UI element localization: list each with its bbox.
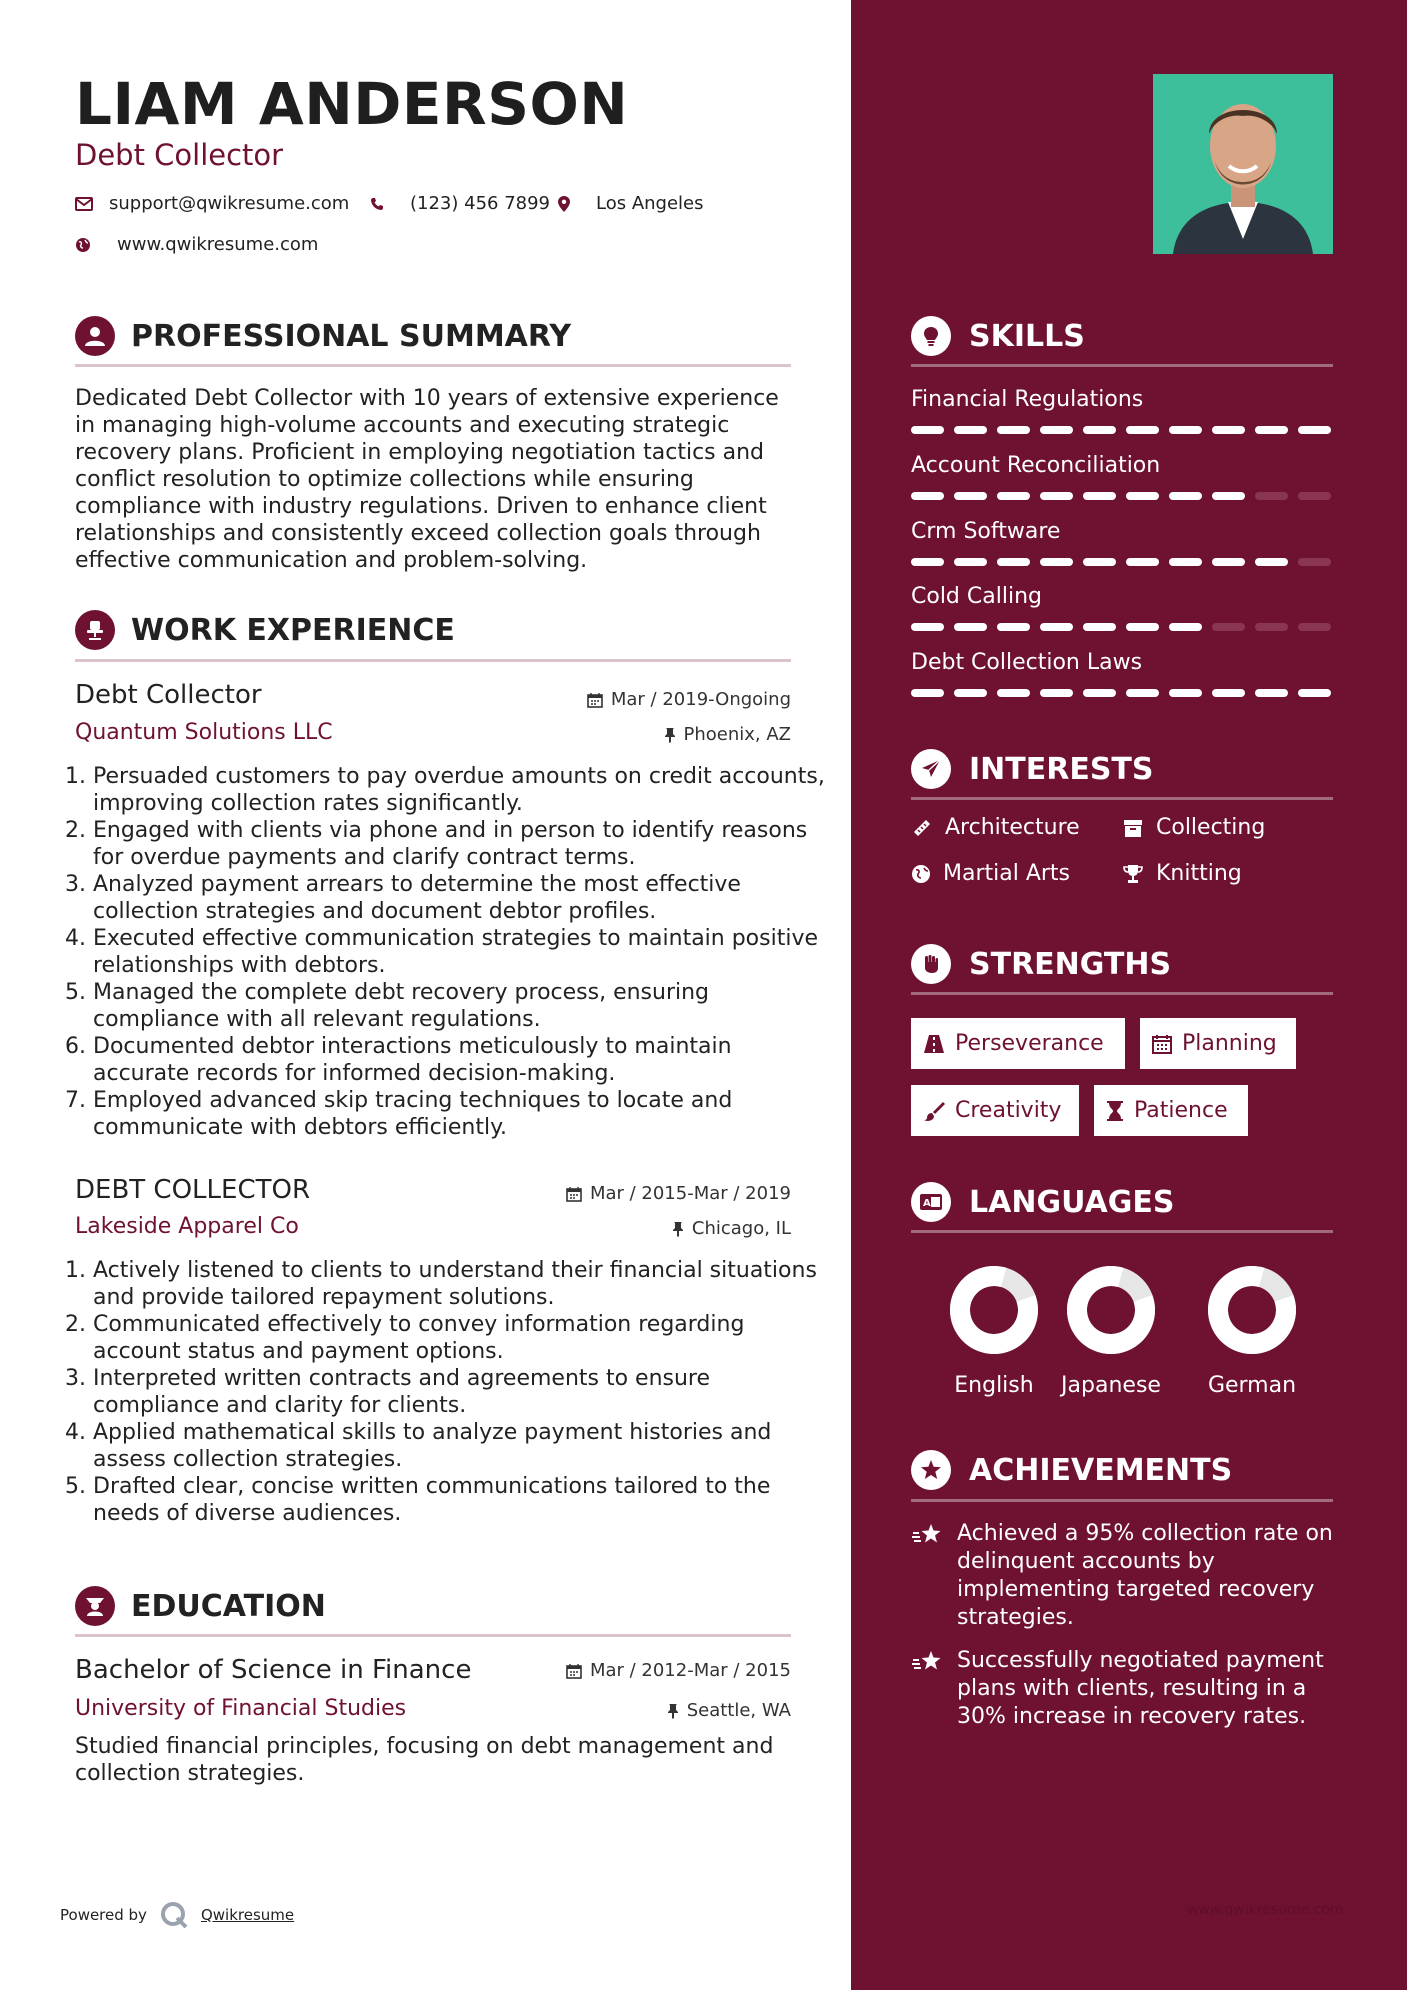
language-label: German [1207,1373,1297,1398]
languages-section-header [911,1182,1174,1222]
language-proficiency-ring [1207,1265,1297,1355]
language-item [1182,1265,1322,1398]
skill-dash [997,492,1030,500]
skill-dash [1212,426,1245,434]
skill-dash [1083,492,1116,500]
language-proficiency-ring [949,1265,1039,1355]
paintbrush-icon [923,1100,945,1122]
job-dates: Mar / 2015-Mar / 2019 [500,1183,791,1204]
language-item [1041,1265,1181,1398]
achievement-item: Successfully negotiated payment plans with clients, resulting in a 30% increase in recovery rates. [911,1647,1342,1731]
skill-dash [1126,426,1159,434]
interest-item: Collecting [1122,815,1265,840]
education-description: Studied financial principles, focusing on debt management and collection strategies. [75,1734,774,1786]
skill-dash [911,492,944,500]
experience-section-header [75,610,455,650]
achievements-section-header [911,1450,1232,1490]
skill-dash [1212,689,1245,697]
skill-dash [1040,623,1073,631]
job-title: Debt Collector [75,680,262,710]
language-label: English [954,1373,1034,1398]
skill-dash [1169,623,1202,631]
map-pin-icon [558,196,570,212]
language-label: Japanese [1061,1373,1161,1398]
skill-label: Cold Calling [911,584,1042,609]
list-item: 1. Persuaded customers to pay overdue amounts on credit accounts, improving collection rates significantly. [93,763,828,817]
contact-website[interactable] [75,234,318,255]
skill-dash [954,492,987,500]
skill-dash [911,689,944,697]
skill-dash [1255,689,1288,697]
skill-dash [1040,558,1073,566]
skill-dash [911,623,944,631]
website-text: www.qwikresume.com [117,234,319,255]
globe-icon [911,864,931,884]
hourglass-icon [1106,1100,1124,1122]
candidate-name: LIAM ANDERSON [75,70,629,138]
language-proficiency-ring [1066,1265,1156,1355]
skill-dash [997,426,1030,434]
skill-dash [954,426,987,434]
company-name: Lakeside Apparel Co [75,1214,299,1239]
strength-chip: Planning [1140,1018,1296,1069]
summary-title: PROFESSIONAL SUMMARY [131,318,572,354]
summary-section-header [75,316,571,356]
list-item: 3. Interpreted written contracts and agreements to ensure compliance and clarity for clients. [93,1365,828,1419]
skill-dash [1298,689,1331,697]
skill-dash [1255,623,1288,631]
skill-label: Debt Collection Laws [911,650,1143,675]
job-bullets [65,763,828,1141]
list-item: 2. Communicated effectively to convey information regarding account status and payment options. [93,1311,828,1365]
qwikresume-logo-icon [159,1900,189,1930]
skills-section-header [911,316,1085,356]
skill-dash [1126,492,1159,500]
skill-label: Financial Regulations [911,387,1144,412]
skill-dash [1212,492,1245,500]
skill-dash [1040,426,1073,434]
degree-title: Bachelor of Science in Finance [75,1655,472,1685]
summary-divider [75,364,791,367]
list-item: 4. Applied mathematical skills to analyze payment histories and assess collection strategies. [93,1419,828,1473]
footer-site: www.qwikresume.com [1187,1902,1344,1918]
contact-phone[interactable] [370,193,550,214]
education-section-header [75,1586,326,1626]
education-dates: Mar / 2012-Mar / 2015 [500,1660,791,1681]
skill-dash [911,426,944,434]
skill-dash [1212,558,1245,566]
skill-dash [1169,426,1202,434]
globe-icon [75,237,91,253]
skill-dash [997,623,1030,631]
achievements-divider [911,1499,1333,1502]
skill-dash [1126,558,1159,566]
skill-dash [1126,689,1159,697]
skill-dash [1083,623,1116,631]
trophy-icon [1122,863,1144,885]
skill-rating [911,558,1331,566]
envelope-icon [75,197,93,211]
skill-dash [1083,558,1116,566]
list-item: 4. Executed effective communication strategies to maintain positive relationships with debtors. [93,925,828,979]
list-item: 7. Employed advanced skip tracing techniques to locate and communicate with debtors efficiently. [93,1087,828,1141]
email-text: support@qwikresume.com [109,193,350,214]
skill-dash [1083,689,1116,697]
lightbulb-icon [911,316,951,356]
svg-text:A: A [923,1198,931,1209]
skill-dash [1212,623,1245,631]
candidate-role: Debt Collector [75,138,284,172]
ruler-pencil-icon [911,817,933,839]
skill-dash [1255,492,1288,500]
contact-location [558,193,704,214]
skill-dash [1083,426,1116,434]
education-location: Seattle, WA [500,1700,791,1721]
contact-email[interactable] [75,193,349,214]
skill-dash [1040,492,1073,500]
interests-section-header [911,749,1154,789]
powered-by-label: Powered by [60,1906,147,1924]
calendar-icon [566,1186,582,1202]
job-title: DEBT COLLECTOR [75,1175,311,1205]
strengths-title: STRENGTHS [969,946,1172,982]
raised-fist-icon [911,944,951,984]
job-location: Chicago, IL [500,1218,791,1239]
pushpin-icon [672,1221,684,1237]
company-name: Quantum Solutions LLC [75,720,333,745]
skill-dash [1298,492,1331,500]
pushpin-icon [664,727,676,743]
shooting-star-icon [911,1522,943,1548]
skill-dash [997,689,1030,697]
skill-rating [911,426,1331,434]
archive-box-icon [1122,817,1144,839]
education-divider [75,1634,791,1637]
phone-icon [370,197,384,211]
education-title: EDUCATION [131,1588,326,1624]
skill-label: Account Reconciliation [911,453,1161,478]
skill-dash [1298,623,1331,631]
languages-divider [911,1230,1333,1233]
job-location: Phoenix, AZ [500,724,791,745]
skill-rating [911,492,1331,500]
skill-dash [954,623,987,631]
shooting-star-icon [911,1649,943,1675]
calendar-icon [1152,1034,1172,1054]
graduate-icon [75,1586,115,1626]
list-item: 3. Analyzed payment arrears to determine the most effective collection strategies and document debtor profiles. [93,871,828,925]
strength-chip: Creativity [911,1085,1079,1136]
interest-item: Knitting [1122,861,1242,886]
strength-chip: Patience [1094,1085,1248,1136]
footer-powered-by [60,1900,294,1930]
summary-text: Dedicated Debt Collector with 10 years of extensive experience in managing high-volume accounts and executing strategic recovery plans. Proficient in employing negotiation tactics and conflict resolution to optimize collections while ensuring compliance with industry regulations. Driven to enhance client relationships and consistently exceed collection goals through effective communication and problem-solving. [75,386,779,573]
paper-plane-icon [911,749,951,789]
interests-title: INTERESTS [969,751,1154,787]
skill-dash [954,689,987,697]
job-dates: Mar / 2019-Ongoing [500,689,791,710]
skills-divider [911,364,1333,367]
achievements-title: ACHIEVEMENTS [969,1452,1233,1488]
list-item: 2. Engaged with clients via phone and in person to identify reasons for overdue payments and clarify contract terms. [93,817,828,871]
experience-title: WORK EXPERIENCE [131,612,455,648]
job-bullets [65,1257,828,1527]
skill-dash [1169,492,1202,500]
list-item: 5. Drafted clear, concise written communications tailored to the needs of diverse audiences. [93,1473,828,1527]
skill-dash [954,558,987,566]
skill-dash [997,558,1030,566]
brand-link[interactable]: Qwikresume [200,1906,295,1924]
skill-rating [911,623,1331,631]
list-item: 6. Documented debtor interactions meticulously to maintain accurate records for informed decision-making. [93,1033,828,1087]
skill-dash [1255,426,1288,434]
interest-item: Martial Arts [911,861,1070,886]
skill-label: Crm Software [911,519,1061,544]
experience-divider [75,659,791,662]
calendar-icon [566,1663,582,1679]
phone-text: (123) 456 7899 [410,193,551,214]
skill-dash [1298,558,1331,566]
school-name: University of Financial Studies [75,1696,407,1721]
office-chair-icon [75,610,115,650]
interest-item: Architecture [911,815,1080,840]
skill-dash [911,558,944,566]
skill-dash [1169,689,1202,697]
skill-dash [1255,558,1288,566]
strengths-section-header [911,944,1171,984]
list-item: 5. Managed the complete debt recovery process, ensuring compliance with all relevant regulations. [93,979,828,1033]
interests-divider [911,797,1333,800]
strength-chip: Perseverance [911,1018,1125,1069]
languages-title: LANGUAGES [969,1184,1175,1220]
skills-title: SKILLS [969,318,1085,354]
profile-photo [1153,74,1333,254]
pushpin-icon [667,1703,679,1719]
strengths-divider [911,992,1333,995]
location-text: Los Angeles [596,193,704,214]
skill-rating [911,689,1331,697]
achievement-item: Achieved a 95% collection rate on delinquent accounts by implementing targeted recovery strategies. [911,1520,1342,1632]
user-icon [75,316,115,356]
skill-dash [1126,623,1159,631]
language-icon [911,1182,951,1222]
star-badge-icon [911,1450,951,1490]
calendar-icon [587,692,603,708]
road-icon [923,1034,945,1054]
skill-dash [1169,558,1202,566]
list-item: 1. Actively listened to clients to understand their financial situations and provide tailored repayment solutions. [93,1257,828,1311]
skill-dash [1040,689,1073,697]
skill-dash [1298,426,1331,434]
